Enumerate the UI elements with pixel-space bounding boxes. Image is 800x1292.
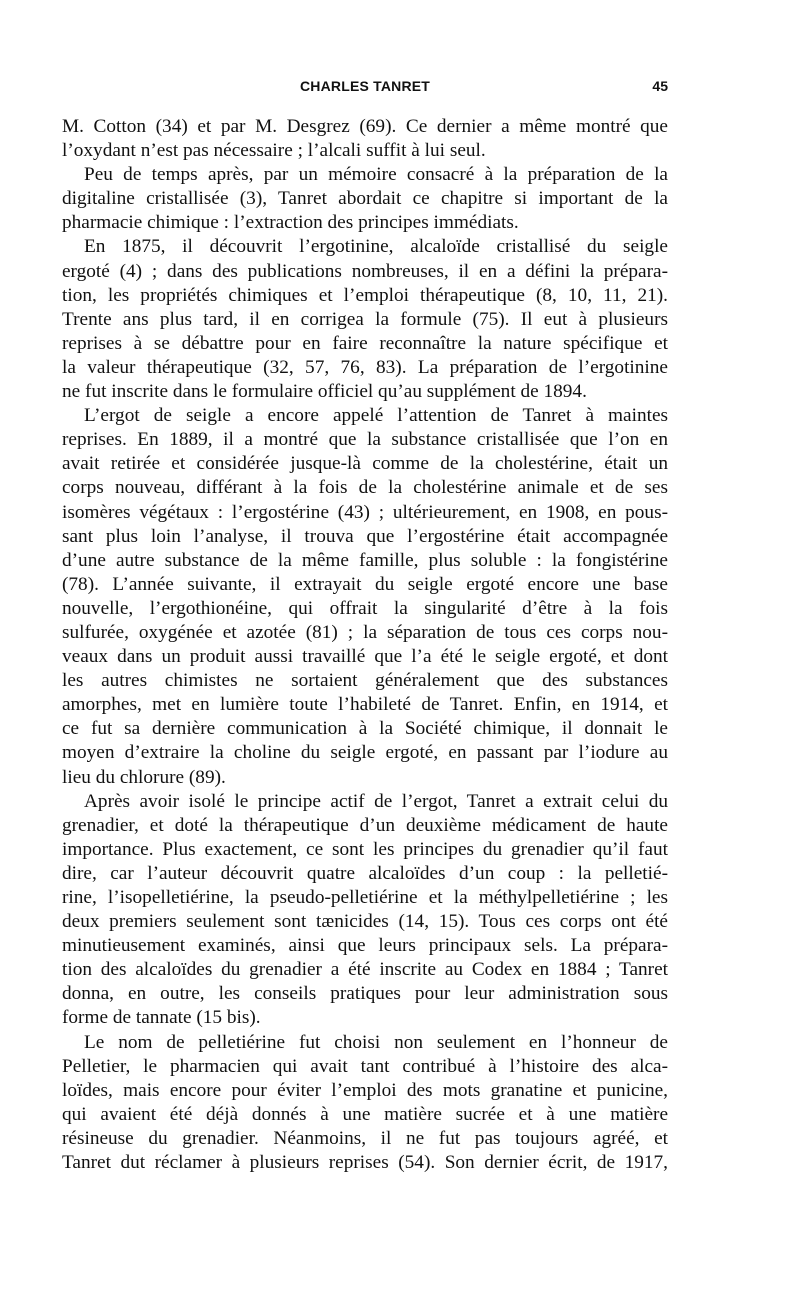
- text-line: grenadier, et doté la thérapeutique d’un deuxième médicament de haute: [62, 814, 668, 836]
- text-line: dire, car l’auteur découvrit quatre alcaloïdes d’un coup : la pelletié-: [62, 862, 668, 884]
- text-line: veaux dans un produit aussi travaillé que l’a été le seigle ergoté, et dont: [62, 646, 668, 668]
- text-line: digitaline cristallisée (3), Tanret abordait ce chapitre si important de la: [62, 188, 668, 210]
- text-line: isomères végétaux : l’ergostérine (43) ; ultérieurement, en 1908, en pous-: [62, 501, 668, 523]
- text-line: l’oxydant n’est pas nécessaire ; l’alcali suffit à lui seul.: [62, 140, 486, 162]
- text-line: Pelletier, le pharmacien qui avait tant contribué à l’histoire des alca-: [62, 1055, 668, 1077]
- text-line: tion, les propriétés chimiques et l’emploi thérapeutique (8, 10, 11, 21).: [62, 284, 668, 306]
- page-header: [62, 78, 668, 100]
- text-line: moyen d’extraire la choline du seigle ergoté, en passant par l’iodure au: [62, 742, 668, 764]
- text-line: minutieusement examinés, ainsi que leurs principaux sels. La prépara-: [62, 935, 668, 957]
- text-line: les autres chimistes ne sortaient généralement que des substances: [62, 670, 668, 692]
- text-line: avait retirée et considérée jusque-là comme de la cholestérine, était un: [62, 453, 668, 475]
- text-line: pharmacie chimique : l’extraction des principes immédiats.: [62, 212, 519, 234]
- text-line: ne fut inscrite dans le formulaire officiel qu’au supplément de 1894.: [62, 381, 587, 403]
- text-line: M. Cotton (34) et par M. Desgrez (69). Ce dernier a même montré que: [62, 116, 668, 137]
- text-line: reprises à se débattre pour en faire reconnaître la nature spécifique et: [62, 332, 668, 354]
- text-line: importance. Plus exactement, ce sont les principes du grenadier qu’il faut: [62, 838, 668, 860]
- text-line: lieu du chlorure (89).: [62, 766, 226, 788]
- text-line: ergoté (4) ; dans des publications nombreuses, il en a défini la prépara-: [62, 260, 668, 282]
- text-line: loïdes, mais encore pour éviter l’emploi des mots granatine et punicine,: [62, 1079, 668, 1101]
- text-line: forme de tannate (15 bis).: [62, 1007, 261, 1029]
- text-line: sant plus loin l’analyse, il trouva que l’ergostérine était accompagnée: [62, 525, 668, 547]
- text-line: reprises. En 1889, il a montré que la substance cristallisée que l’on en: [62, 429, 668, 451]
- text-line: Peu de temps après, par un mémoire consacré à la préparation de la: [84, 164, 668, 186]
- text-line: résineuse du grenadier. Néanmoins, il ne fut pas toujours agréé, et: [62, 1127, 668, 1149]
- text-line: rine, l’isopelletiérine, la pseudo-pelletiérine et la méthylpelletiérine ; les: [62, 887, 668, 908]
- page-number: 45: [652, 78, 668, 94]
- text-line: nouvelle, l’ergothionéine, qui offrait la singularité d’être à la fois: [62, 597, 668, 619]
- text-line: corps nouveau, différant à la fois de la cholestérine animale et de ses: [62, 477, 668, 499]
- text-line: L’ergot de seigle a encore appelé l’attention de Tanret à maintes: [84, 405, 668, 427]
- text-line: Tanret dut réclamer à plusieurs reprises (54). Son dernier écrit, de 1917,: [62, 1152, 668, 1174]
- text-line: En 1875, il découvrit l’ergotinine, alcaloïde cristallisé du seigle: [84, 236, 668, 258]
- text-line: d’une autre substance de la même famille, plus soluble : la fongistérine: [62, 549, 668, 571]
- text-line: Trente ans plus tard, il en corrigea la formule (75). Il eut à plusieurs: [62, 308, 668, 330]
- text-line: Le nom de pelletiérine fut choisi non seulement en l’honneur de: [84, 1031, 668, 1053]
- text-line: sulfurée, oxygénée et azotée (81) ; la séparation de tous ces corps nou-: [62, 621, 668, 643]
- text-line: deux premiers seulement sont tænicides (14, 15). Tous ces corps ont été: [62, 911, 668, 933]
- text-line: Après avoir isolé le principe actif de l’ergot, Tanret a extrait celui du: [84, 790, 668, 812]
- running-title: CHARLES TANRET: [299, 78, 431, 94]
- text-line: tion des alcaloïdes du grenadier a été inscrite au Codex en 1884 ; Tanret: [62, 959, 668, 981]
- text-line: donna, en outre, les conseils pratiques pour leur administration sous: [62, 983, 668, 1005]
- text-line: qui avaient été déjà donnés à une matière sucrée et à une matière: [62, 1103, 668, 1125]
- text-line: (78). L’année suivante, il extrayait du seigle ergoté encore une base: [62, 573, 668, 595]
- text-line: amorphes, met en lumière toute l’habileté de Tanret. Enfin, en 1914, et: [62, 694, 668, 716]
- body-text: [62, 115, 668, 1175]
- text-line: la valeur thérapeutique (32, 57, 76, 83). La préparation de l’ergotinine: [62, 356, 668, 378]
- text-line: ce fut sa dernière communication à la Société chimique, il donnait le: [62, 718, 668, 740]
